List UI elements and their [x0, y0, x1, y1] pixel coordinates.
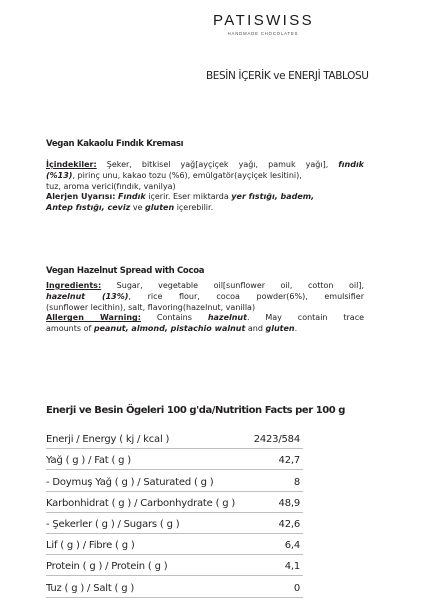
english-ingredients-text2: , rice flour, cocoa powder(6%), emulsifier	[128, 291, 365, 301]
english-ingredients-text1: Sugar, vegetable oil[sunflower oil, cotton oil],	[116, 281, 364, 290]
english-ingredients-line3: (sunflower lecithin), salt, flavoring(hazelnut, vanilla)	[46, 302, 256, 312]
turkish-ingredients-line2	[46, 171, 364, 182]
english-allergen-b1: hazelnut	[207, 313, 247, 323]
turkish-ingredients-text2: , pirinç unu, kakao tozu (%6), emülgatör(ayçiçek lesitini),	[72, 170, 302, 180]
nutrition-value: 48,9	[278, 497, 300, 509]
turkish-allergen-t2: ve	[132, 203, 143, 213]
nutrition-value: 0	[293, 582, 300, 594]
turkish-ingredients-text1: Şeker, bitkisel yağ[ayçiçek yağı, pamuk yağı],	[106, 160, 329, 169]
turkish-ingredients	[46, 160, 364, 214]
turkish-ingredients-line3: tuz, aroma verici(fındık, vanilya)	[46, 181, 176, 191]
nutrition-label: Yağ ( g ) / Fat ( g )	[46, 455, 131, 467]
nutrition-value: 42,7	[278, 455, 300, 467]
english-ingredients-line2	[46, 292, 364, 303]
nutrition-row	[46, 534, 303, 555]
nutrition-value: 2423/584	[253, 434, 300, 446]
english-allergen-t4: and	[247, 324, 263, 334]
turkish-ingredients-bold2: (%13)	[46, 170, 73, 180]
turkish-allergen-line1	[46, 192, 364, 203]
nutrition-value: 8	[293, 476, 300, 488]
nutrition-row	[46, 470, 303, 491]
nutrition-label: Tuz ( g ) / Salt ( g )	[46, 582, 135, 594]
english-ingredients-bold1: hazelnut (13%)	[46, 291, 129, 301]
english-allergen-t5: .	[294, 324, 298, 334]
nutrition-row	[46, 513, 303, 534]
nutrition-label: Enerji / Energy ( kj / kcal )	[46, 434, 170, 446]
brand-logo	[213, 12, 313, 36]
nutrition-row	[46, 492, 303, 513]
english-allergen-b2: peanut, almond, pistachio walnut	[93, 324, 246, 334]
turkish-heading: Vegan Kakaolu Fındık Kreması	[46, 139, 184, 149]
turkish-ingredients-label: İçindekiler:	[46, 160, 97, 169]
nutrition-value: 4,1	[284, 561, 300, 573]
english-allergen-t2: . May contain trace	[246, 313, 365, 323]
nutrition-row	[46, 428, 303, 449]
nutrition-value: 6,4	[284, 540, 300, 552]
nutrition-value: 42,6	[278, 518, 300, 530]
nutrition-label: Lif ( g ) / Fibre ( g )	[46, 540, 135, 552]
nutrition-title: Enerji ve Besin Ögeleri 100 g'da/Nutrition Facts per 100 g	[46, 405, 346, 416]
english-allergen-t3: amounts of	[46, 324, 92, 334]
nutrition-row	[46, 576, 303, 597]
english-allergen-line1	[46, 313, 364, 324]
nutrition-row	[46, 449, 303, 470]
nutrition-row	[46, 555, 303, 576]
document-title: BESİN İÇERİK ve ENERJİ TABLOSU	[206, 70, 369, 82]
english-allergen-label: Allergen Warning:	[46, 313, 141, 323]
turkish-allergen-b2: yer fıstığı, badem,	[231, 192, 315, 202]
nutrition-label: - Doymuş Yağ ( g ) / Saturated ( g )	[46, 476, 214, 488]
english-heading: Vegan Hazelnut Spread with Cocoa	[46, 266, 205, 276]
brand-tagline: HANDMADE CHOCOLATES	[227, 31, 299, 36]
nutrition-label: Protein ( g ) / Protein ( g )	[46, 561, 168, 573]
brand-name: PATISWISS	[213, 12, 315, 29]
nutrition-label: - Şekerler ( g ) / Sugars ( g )	[46, 518, 180, 530]
english-allergen-line2	[46, 324, 364, 335]
turkish-allergen-b4: gluten	[145, 203, 175, 213]
turkish-allergen-b1: Fındık	[118, 192, 146, 202]
turkish-allergen-t3: içerebilir.	[176, 203, 214, 213]
english-ingredients-line1	[46, 281, 364, 292]
english-ingredients	[46, 281, 364, 335]
turkish-ingredients-bold1: fındık	[338, 160, 365, 169]
english-ingredients-label: Ingredients:	[46, 281, 102, 290]
turkish-allergen-label: Alerjen Uyarısı:	[46, 192, 116, 202]
turkish-allergen-t1: içerir. Eser miktarda	[148, 192, 229, 202]
turkish-ingredients-line1	[46, 160, 364, 171]
english-allergen-b3: gluten	[265, 324, 295, 334]
turkish-allergen-line2	[46, 203, 364, 214]
turkish-allergen-b3: Antep fıstığı, ceviz	[46, 203, 131, 213]
english-allergen-t1: Contains	[156, 313, 192, 323]
nutrition-table	[46, 428, 303, 598]
nutrition-label: Karbonhidrat ( g ) / Carbonhydrate ( g )	[46, 497, 236, 509]
